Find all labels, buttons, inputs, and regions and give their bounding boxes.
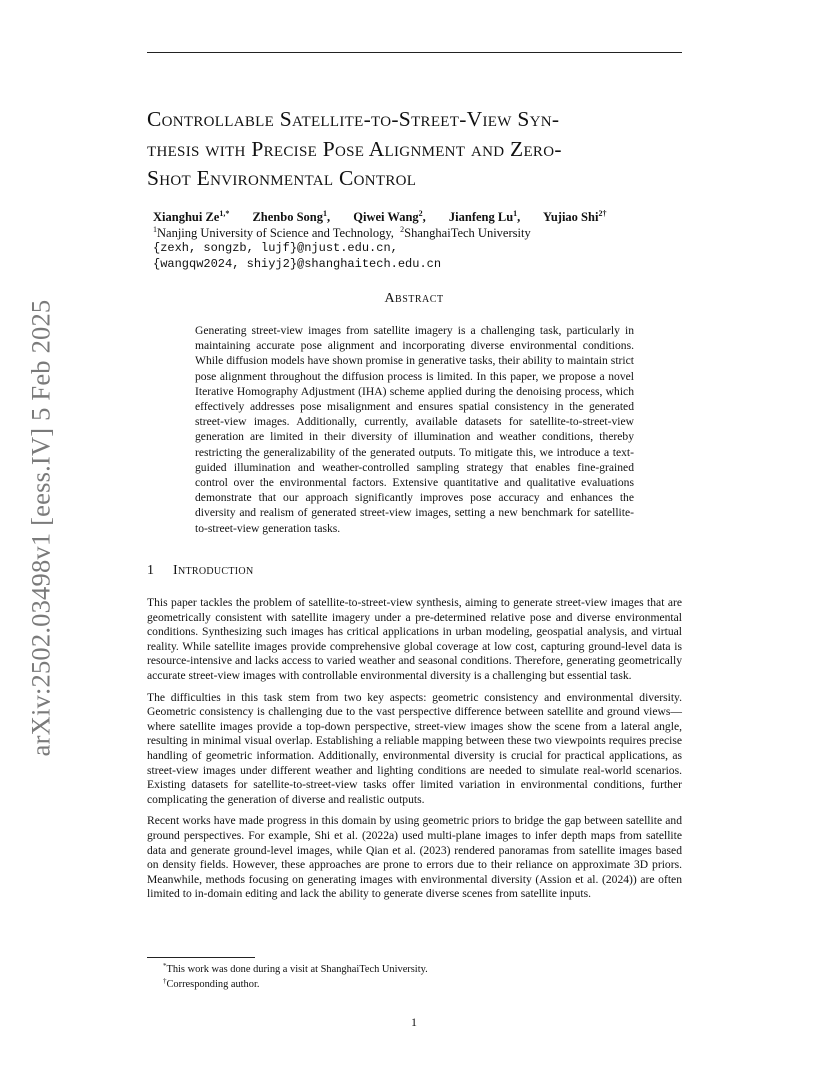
author: Zhenbo Song$^1$, bbox=[252, 209, 331, 224]
author-block bbox=[153, 210, 673, 272]
email-line: {wangqw2024, shiyj2}@shanghaitech.edu.cn bbox=[153, 256, 442, 271]
header-rule bbox=[147, 52, 682, 53]
abstract-text: Generating street-view images from satellite imagery is a challenging task, particularly in maintaining accurate pose alignment and incorporating diverse environmental conditions. While diffusion models have shown promise in generative tasks, their ability to maintain strict pose alignment throughout the diffusion process is limited. In this paper, we propose a novel Iterative Homography Adjustment (IHA) scheme applied during the denoising process, which effectively addresses pose misalignment and ensures spatial consistency in the generated street-view images. Additionally, currently, available datasets for satellite-to-street-view generation are limited in their diversity of illumination and weather conditions, thereby restricting the generalizability of the generated outputs. To mitigate this, we introduce a text-guided illumination and weather-controlled sampling strategy that enables fine-grained control over the environmental factors. Extensive quantitative and qualitative evaluations demonstrate that our approach significantly improves pose accuracy and enhances the diversity and realism of generated street-view images, setting a new benchmark for satellite-to-street-view generation tasks. bbox=[195, 324, 634, 535]
title-line: Controllable Satellite-to-Street-View Syn- bbox=[147, 107, 560, 131]
footnote: †Corresponding author. bbox=[163, 977, 260, 990]
paragraph: The difficulties in this task stem from two key aspects: geometric consistency and environmental diversity. Geometric consistency is challenging due to the vast perspective difference between satellite and ground views—where satellite images provide a top-down perspective, street-view images show the scene from a lateral angle, resulting in minimal visual overlap. Establishing a reliable mapping between these two viewpoints requires precise handling of geometric information. Additionally, environmental diversity is crucial for practical applications, as street-view images under different weather and lighting conditions are needed to simulate real-world scenarios. Existing datasets for satellite-to-street-view tasks offer limited variation in environmental conditions, further complicating the generation of diverse and realistic outputs. bbox=[147, 690, 682, 806]
arxiv-id: arXiv:2502.03498v1 [eess.IV] 5 Feb 2025 bbox=[25, 299, 56, 757]
footnote-rule bbox=[147, 957, 255, 958]
paper-title bbox=[147, 105, 687, 194]
email-line: {zexh, songzb, lujf}@njust.edu.cn, bbox=[153, 241, 398, 255]
title-line: Shot Environmental Control bbox=[147, 166, 417, 190]
abstract-heading: Abstract bbox=[384, 291, 444, 306]
body-text bbox=[147, 596, 682, 909]
author-list bbox=[153, 210, 673, 226]
section-number: 1 bbox=[147, 563, 154, 578]
paragraph: This paper tackles the problem of satellite-to-street-view synthesis, aiming to generate street-view images that are geometrically consistent with satellite imagery under a pre-determined relative pose and diverse environmental conditions. Synthesizing such images has critical applications in urban modeling, geospatial analysis, and virtual reality. While satellite images provide comprehensive global coverage at low cost, capturing ground-level data is resource-intensive and lacks access to varied weather and seasonal conditions. Therefore, generating geometrically accurate street-view images with controllable environmental diversity is a challenging but essential task. bbox=[147, 596, 682, 682]
author: Yujiao Shi$^{2\dagger}$ bbox=[542, 209, 607, 224]
page-number: 1 bbox=[411, 1015, 417, 1029]
title-line: thesis with Precise Pose Alignment and Zero- bbox=[147, 136, 562, 161]
author: Qiwei Wang$^2$, bbox=[353, 209, 426, 224]
footnote: *This work was done during a visit at ShanghaiTech University. bbox=[163, 962, 428, 975]
footnotes bbox=[163, 962, 428, 992]
author: Xianghui $Ze^{1,*}$ bbox=[153, 209, 230, 224]
affiliations: $^1$Nanjing University of Science and Technology, $^2$ShanghaiTech University bbox=[153, 224, 531, 240]
section-heading bbox=[147, 563, 253, 579]
section-title: Introduction bbox=[173, 563, 254, 578]
paragraph: Recent works have made progress in this domain by using geometric priors to bridge the gap between satellite and ground perspectives. For example, Shi et al. (2022a) used multi-plane images to infer depth maps from satellite data and generate ground-level images, while Qian et al. (2023) rendered panoramas from satellite images based on density fields. However, these approaches are prone to errors due to their reliance on approximate 3D priors. Meanwhile, methods focusing on generating images with environmental diversity (Assion et al. (2024)) are often limited to in-domain editing and lack the ability to generate diverse scenes from satellite inputs. bbox=[147, 814, 682, 901]
author: Jianfeng Lu$^1$, bbox=[448, 209, 521, 224]
